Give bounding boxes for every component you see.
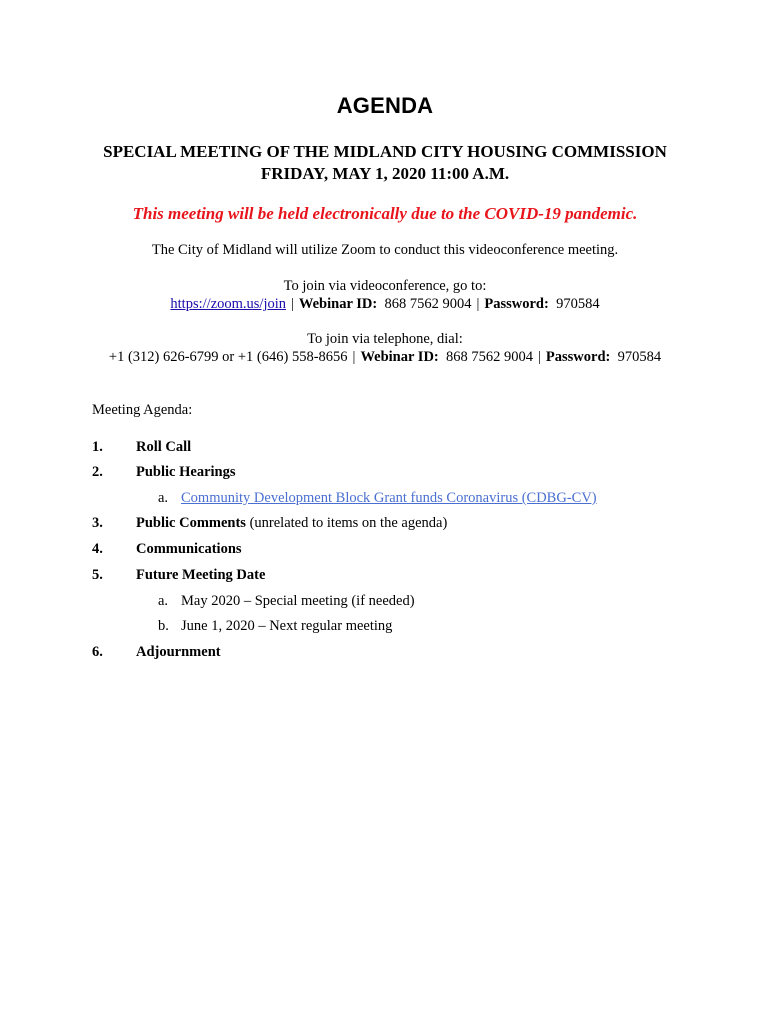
agenda-item bbox=[92, 464, 236, 481]
password-value-phone: 970584 bbox=[617, 349, 662, 365]
meeting-date: FRIDAY, MAY 1, 2020 11:00 A.M. bbox=[260, 164, 510, 183]
item-number: 2. bbox=[92, 464, 103, 480]
video-details: https://zoom.us/join | Webinar ID: 868 7562 9004 | Password: 970584 bbox=[170, 296, 600, 312]
agenda-subitem bbox=[158, 490, 597, 507]
item-number: 3. bbox=[92, 515, 103, 531]
agenda-item bbox=[92, 541, 242, 558]
item-label: Adjournment bbox=[136, 644, 221, 660]
item-number: 5. bbox=[92, 567, 103, 583]
subitem-text: June 1, 2020 – Next regular meeting bbox=[181, 618, 393, 634]
phone-intro: To join via telephone, dial: bbox=[307, 331, 463, 347]
item-label: Communications bbox=[136, 541, 242, 557]
item-label: Public Hearings bbox=[136, 464, 236, 480]
agenda-item bbox=[92, 567, 265, 584]
password-value: 970584 bbox=[556, 296, 600, 312]
item-number: 6. bbox=[92, 644, 103, 660]
item-label: Future Meeting Date bbox=[136, 567, 266, 583]
cdbg-cv-link[interactable]: Community Development Block Grant funds Coronavirus (CDBG-CV) bbox=[181, 490, 597, 506]
webinar-label: Webinar ID: bbox=[298, 296, 378, 312]
password-label: Password: bbox=[484, 296, 549, 312]
item-number: 4. bbox=[92, 541, 103, 557]
zoom-join-link[interactable]: https://zoom.us/join bbox=[170, 296, 287, 312]
subitem-letter: b. bbox=[158, 618, 169, 634]
item-label: Public Comments bbox=[136, 515, 246, 531]
agenda-subitem bbox=[158, 618, 392, 635]
phone-numbers: +1 (312) 626-6799 or +1 (646) 558-8656 bbox=[108, 349, 348, 365]
page-title: AGENDA bbox=[336, 93, 434, 118]
item-number: 1. bbox=[92, 439, 103, 455]
subitem-text: May 2020 – Special meeting (if needed) bbox=[181, 593, 415, 609]
item-note: (unrelated to items on the agenda) bbox=[249, 515, 448, 531]
agenda-label: Meeting Agenda: bbox=[92, 402, 193, 418]
meeting-title: SPECIAL MEETING OF THE MIDLAND CITY HOUSING COMMISSION bbox=[103, 142, 667, 161]
agenda-item bbox=[92, 644, 221, 661]
webinar-id: 868 7562 9004 bbox=[384, 296, 472, 312]
zoom-intro: The City of Midland will utilize Zoom to conduct this videoconference meeting. bbox=[151, 242, 619, 258]
covid-notice: This meeting will be held electronically due to the COVID-19 pandemic. bbox=[132, 204, 638, 223]
item-label: Roll Call bbox=[136, 439, 192, 455]
agenda-item bbox=[92, 515, 447, 532]
password-label-phone: Password: bbox=[545, 349, 611, 365]
webinar-label-phone: Webinar ID: bbox=[360, 349, 439, 365]
subitem-letter: a. bbox=[158, 490, 169, 506]
subitem-letter: a. bbox=[158, 593, 169, 609]
agenda-item bbox=[92, 439, 191, 456]
agenda-subitem bbox=[158, 593, 415, 610]
video-intro: To join via videoconference, go to: bbox=[283, 278, 487, 294]
webinar-id-phone: 868 7562 9004 bbox=[446, 349, 533, 365]
phone-details: +1 (312) 626-6799 or +1 (646) 558-8656 | Webinar ID: 868 7562 9004 | Password: 970584 bbox=[108, 349, 662, 365]
